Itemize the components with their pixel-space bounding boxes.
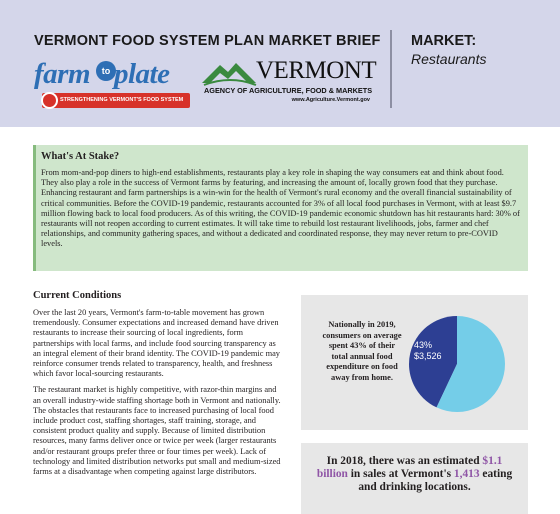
vermont-badge-icon — [41, 92, 58, 109]
spending-stat-panel — [301, 295, 528, 430]
header-divider — [390, 30, 392, 108]
market-value: Restaurants — [411, 51, 487, 67]
spending-stat-text: Nationally in 2019, consumers on average spent 43% of their total annual food expenditure on food away from home. — [322, 320, 402, 382]
location-count: 1,413 — [453, 467, 480, 480]
agency-name: AGENCY OF AGRICULTURE, FOOD & MARKETS — [204, 86, 373, 95]
pie-label-amount: $3,526 — [414, 351, 442, 361]
current-conditions-paragraph: Over the last 20 years, Vermont's farm-to-table movement has grown tremendously. Consumer expectations and increased demand have driven restaurants to increase their sourcing of local ingredients, form partnerships with local farms, and include food sourcing transparency as an integral element of their brand identity. The COVID-19 pandemic may reinforce consumer trends related to transparency, health, and freshness which favor local-sourcing restaurants. — [33, 308, 280, 379]
logo-tagline: STRENGTHENING VERMONT'S FOOD SYSTEM — [42, 93, 190, 108]
sales-text-after: eating and drinking locations. — [358, 467, 513, 493]
brief-title: VERMONT FOOD SYSTEM PLAN MARKET BRIEF — [34, 33, 381, 49]
whats-at-stake-box — [33, 145, 528, 271]
header-band — [0, 0, 560, 127]
logo-word-to: to — [96, 61, 116, 81]
sales-stat-panel — [301, 443, 528, 514]
mountain-icon — [200, 57, 258, 87]
farm-to-plate-logo — [34, 58, 192, 110]
pie-label-percent: 43% — [414, 340, 433, 350]
agency-logo — [200, 55, 377, 111]
sales-amount: $1.1 billion — [316, 455, 503, 480]
agency-url[interactable]: www.Agriculture.Vermont.gov — [291, 97, 370, 103]
current-conditions-paragraph: The restaurant market is highly competitive, with razor-thin margins and an overall industry-wide staffing shortage both in Vermont and nationally. The obstacles that restaurants face to increased purchasing of local food include product cost, staffing shortages, staff training, storage, and consistent product quality and supply. Because of limited distribution resources, many farms deliver once or twice per week (larger restaurants and/or restaurant groups prefer three or four times per week). Lack of technology and limited distribution networks put small and medium-sized farms at a disadvantage when competing against large distributors. — [33, 385, 281, 477]
vermont-wordmark: VERMONT — [256, 57, 377, 84]
current-conditions-heading: Current Conditions — [33, 290, 122, 301]
sales-text-middle: in sales at Vermont's — [347, 467, 454, 480]
market-label: MARKET: — [411, 33, 477, 49]
sales-text-before: In 2018, there was an estimated — [326, 455, 483, 467]
stake-text: From mom-and-pop diners to high-end establishments, restaurants play a key role in shaping the way consumers eat and think about food. They also play a role in the success of Vermont farms by featuring, and increasing the amount of, locally grown food that they purchase. Enhancing restaurant and farm partnerships is a win-win for the health of Vermont's rural economy and the overall financial sustainability of critical communities. Before the COVID-19 pandemic, restaurants accounted for 3% of all local food purchases in Vermont, with at least $9.7 million flowing back to local food producers. As of this writing, the COVID-19 pandemic economic shutdown has hit restaurants hard: 30% of restaurants will not reopen according to current estimates. It will take time to rebuild lost restaurant livelihoods, jobs, farmer and chef relationships, and community gathering spaces, and without a dedicated and coordinated response, they may never return to pre-COVID levels. — [41, 168, 520, 249]
spending-pie-chart — [407, 314, 507, 414]
sales-stat-text — [313, 455, 516, 493]
current-conditions-body — [33, 308, 285, 483]
logo-word-plate: plate — [114, 58, 170, 90]
stake-heading: What's At Stake? — [41, 151, 120, 162]
logo-word-farm: farm — [34, 58, 90, 90]
